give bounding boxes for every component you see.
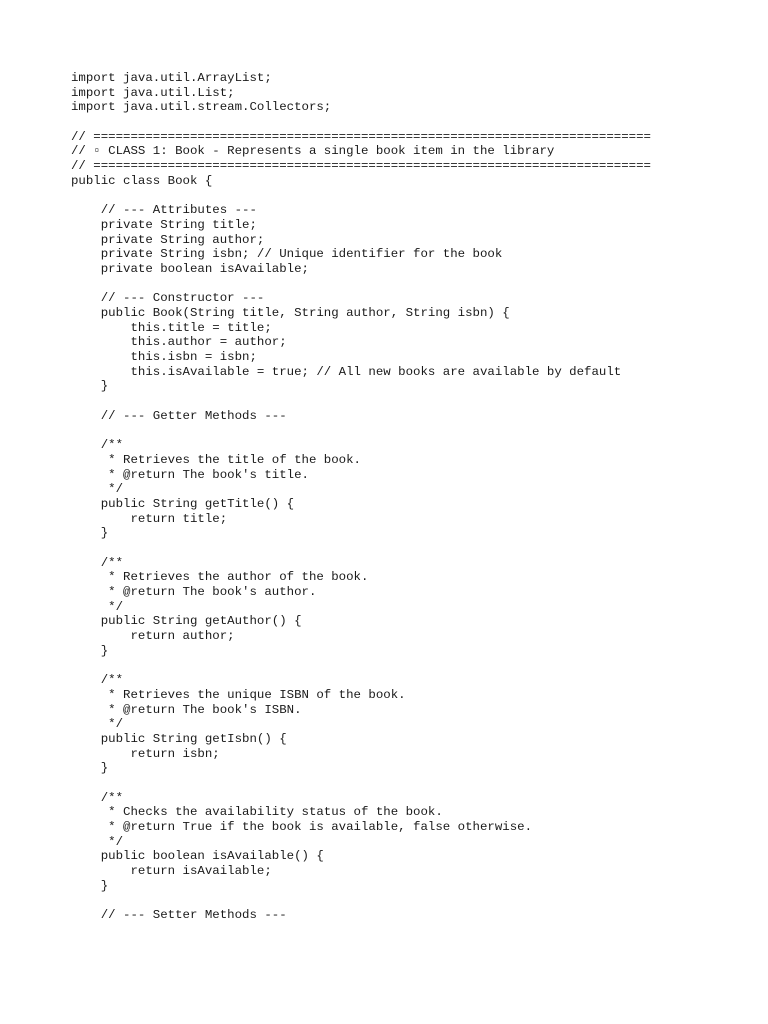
- code-line: [71, 189, 651, 204]
- code-line: // --- Attributes ---: [71, 203, 257, 218]
- code-line: /**: [71, 438, 124, 453]
- code-line: return isbn;: [71, 746, 220, 761]
- code-block: [71, 71, 651, 923]
- code-line: * Retrieves the author of the book.: [71, 570, 369, 585]
- code-line: [71, 659, 651, 674]
- code-line: */: [71, 599, 124, 614]
- code-line: public Book(String title, String author, String isbn) {: [71, 306, 510, 320]
- code-line: [71, 541, 651, 556]
- code-line: }: [71, 379, 109, 394]
- code-line: // ===========================================================================: [71, 159, 651, 174]
- code-line: public String getAuthor() {: [71, 614, 302, 629]
- code-line: // ▫ CLASS 1: Book - Represents a single book item in the library: [71, 144, 555, 159]
- code-line: // --- Getter Methods ---: [71, 408, 287, 423]
- code-line: // --- Constructor ---: [71, 291, 265, 306]
- code-line: return author;: [71, 629, 235, 644]
- code-line: }: [71, 526, 109, 541]
- code-line: * @return The book's author.: [71, 585, 317, 600]
- code-line: */: [71, 834, 124, 849]
- code-line: /**: [71, 673, 124, 688]
- code-line: this.title = title;: [71, 320, 272, 335]
- code-line: private boolean isAvailable;: [71, 261, 309, 276]
- code-line: /**: [71, 790, 124, 805]
- code-line: import java.util.ArrayList;: [71, 71, 272, 85]
- code-line: * @return The book's title.: [71, 467, 309, 482]
- code-line: [71, 394, 651, 409]
- code-line: public String getTitle() {: [71, 496, 295, 511]
- code-line: [71, 115, 651, 130]
- code-line: }: [71, 643, 109, 658]
- code-line: import java.util.stream.Collectors;: [71, 100, 332, 115]
- code-line: * @return True if the book is available, false otherwise.: [71, 820, 533, 835]
- code-line: this.isAvailable = true; // All new books are available by default: [71, 364, 622, 379]
- code-line: this.author = author;: [71, 335, 287, 350]
- code-line: public String getIsbn() {: [71, 731, 287, 746]
- code-line: // ===========================================================================: [71, 129, 651, 144]
- code-line: }: [71, 878, 109, 893]
- code-line: public class Book {: [71, 173, 213, 188]
- code-line: */: [71, 482, 124, 497]
- code-line: [71, 894, 651, 909]
- code-line: return title;: [71, 511, 228, 526]
- code-line: /**: [71, 555, 124, 570]
- code-line: private String title;: [71, 217, 257, 232]
- code-line: import java.util.List;: [71, 85, 235, 100]
- code-line: */: [71, 717, 124, 732]
- code-line: return isAvailable;: [71, 864, 272, 879]
- code-line: [71, 277, 651, 292]
- code-line: private String author;: [71, 232, 265, 247]
- code-line: }: [71, 761, 109, 776]
- code-line: private String isbn; // Unique identifier for the book: [71, 247, 503, 262]
- code-line: [71, 776, 651, 791]
- code-line: this.isbn = isbn;: [71, 350, 257, 365]
- code-line: * Retrieves the unique ISBN of the book.: [71, 687, 406, 702]
- code-line: [71, 424, 651, 439]
- code-line: * @return The book's ISBN.: [71, 702, 302, 717]
- code-line: public boolean isAvailable() {: [71, 849, 324, 864]
- code-line: * Checks the availability status of the book.: [71, 805, 443, 820]
- code-line: * Retrieves the title of the book.: [71, 452, 361, 467]
- code-line: // --- Setter Methods ---: [71, 908, 287, 923]
